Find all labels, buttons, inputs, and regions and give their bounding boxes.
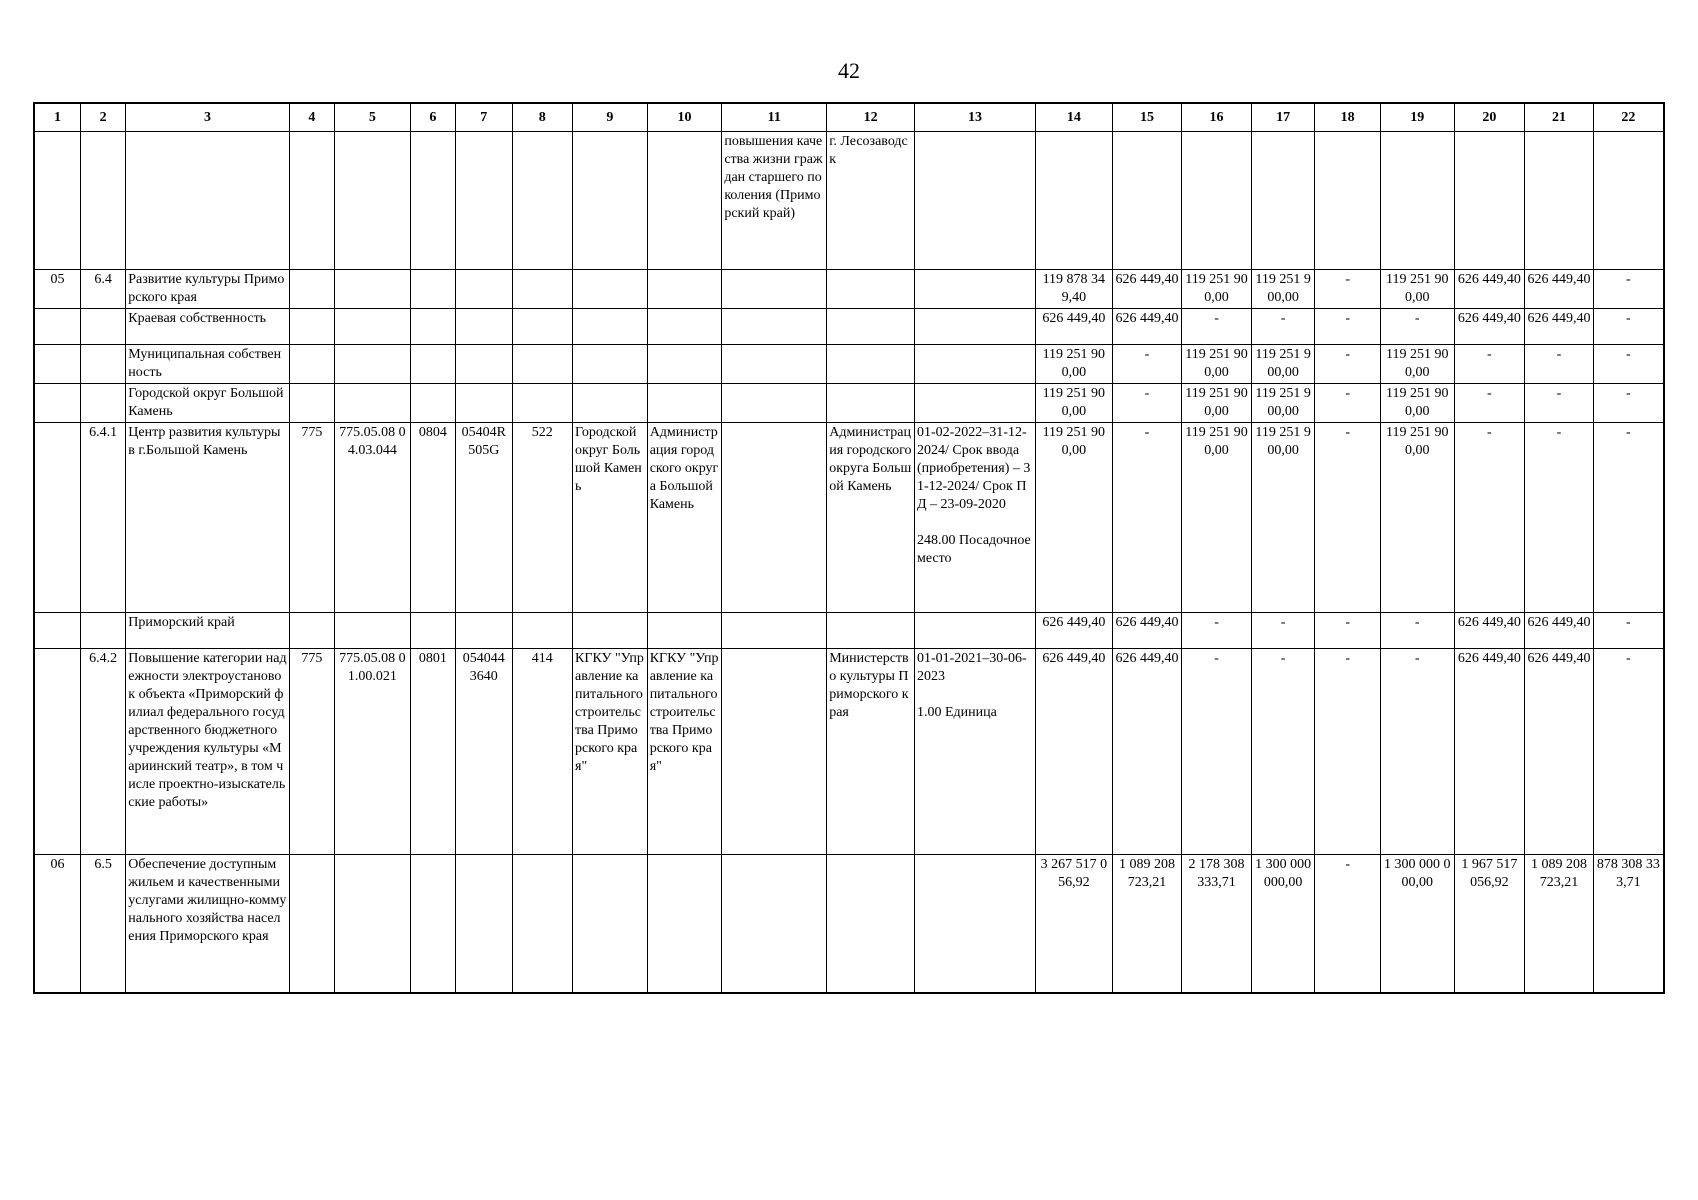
table-cell-col-12 <box>827 855 915 993</box>
table-cell-col-11 <box>722 309 827 345</box>
table-cell-col-14: 119 251 900,00 <box>1036 423 1113 613</box>
table-cell-col-16: 119 251 900,00 <box>1182 345 1252 384</box>
table-cell-col-8 <box>512 855 573 993</box>
table-cell-col-14: 119 878 349,40 <box>1036 270 1113 309</box>
table-cell-col-1 <box>34 345 80 384</box>
table-row <box>34 855 1664 993</box>
table-cell-col-5 <box>335 345 411 384</box>
table-cell-col-16: - <box>1182 649 1252 855</box>
table-cell-col-13 <box>914 613 1035 649</box>
table-cell-col-2 <box>80 613 125 649</box>
table-cell-col-11 <box>722 649 827 855</box>
table-cell-col-17: 119 251 900,00 <box>1251 384 1315 423</box>
column-header-9: 9 <box>573 103 648 132</box>
table-cell-col-9 <box>573 384 648 423</box>
table-cell-col-7 <box>456 132 512 270</box>
table-cell-col-5 <box>335 613 411 649</box>
table-cell-col-1 <box>34 309 80 345</box>
table-cell-col-11 <box>722 855 827 993</box>
table-cell-col-9 <box>573 855 648 993</box>
table-cell-col-1 <box>34 132 80 270</box>
table-cell-col-22: - <box>1593 345 1664 384</box>
table-cell-col-15: 626 449,40 <box>1112 309 1182 345</box>
table-cell-col-13: 01-01-2021–30-06-2023 1.00 Единица <box>914 649 1035 855</box>
table-cell-col-4 <box>289 270 334 309</box>
table-cell-col-17: 119 251 900,00 <box>1251 345 1315 384</box>
table-cell-col-8 <box>512 613 573 649</box>
table-cell-col-17: 119 251 900,00 <box>1251 270 1315 309</box>
table-cell-col-13 <box>914 855 1035 993</box>
table-cell-col-7: 05404R 505G <box>456 423 512 613</box>
table-cell-col-16: 119 251 900,00 <box>1182 423 1252 613</box>
table-cell-col-4: 775 <box>289 423 334 613</box>
table-cell-col-13 <box>914 345 1035 384</box>
table-cell-col-21: 626 449,40 <box>1525 649 1594 855</box>
table-cell-col-5 <box>335 384 411 423</box>
table-cell-col-7 <box>456 345 512 384</box>
column-header-5: 5 <box>335 103 411 132</box>
column-header-14: 14 <box>1036 103 1113 132</box>
column-header-19: 19 <box>1380 103 1454 132</box>
table-cell-col-16: - <box>1182 613 1252 649</box>
table-cell-col-6 <box>410 345 455 384</box>
table-cell-col-6 <box>410 309 455 345</box>
table-cell-col-6 <box>410 613 455 649</box>
table-cell-col-15: 626 449,40 <box>1112 270 1182 309</box>
table-row <box>34 613 1664 649</box>
table-cell-col-22: - <box>1593 270 1664 309</box>
column-number-header-row <box>34 103 1664 132</box>
column-header-2: 2 <box>80 103 125 132</box>
table-cell-col-5 <box>335 855 411 993</box>
table-row <box>34 270 1664 309</box>
table-cell-col-16: - <box>1182 309 1252 345</box>
table-cell-col-22: 878 308 333,71 <box>1593 855 1664 993</box>
column-header-12: 12 <box>827 103 915 132</box>
table-cell-col-6: 0804 <box>410 423 455 613</box>
table-cell-col-21: 626 449,40 <box>1525 613 1594 649</box>
table-cell-col-14: 119 251 900,00 <box>1036 345 1113 384</box>
table-cell-col-16 <box>1182 132 1252 270</box>
table-cell-col-11: повышения качества жизни граждан старшего поколения (Приморский край) <box>722 132 827 270</box>
table-cell-col-15: 1 089 208 723,21 <box>1112 855 1182 993</box>
table-cell-col-2 <box>80 309 125 345</box>
table-cell-col-2: 6.4.2 <box>80 649 125 855</box>
table-cell-col-16: 119 251 900,00 <box>1182 270 1252 309</box>
table-cell-col-7 <box>456 270 512 309</box>
table-cell-col-15: 626 449,40 <box>1112 649 1182 855</box>
table-cell-col-22: - <box>1593 649 1664 855</box>
table-cell-col-10 <box>647 855 722 993</box>
table-cell-col-20 <box>1454 132 1525 270</box>
table-cell-col-7 <box>456 309 512 345</box>
table-row <box>34 423 1664 613</box>
column-header-18: 18 <box>1315 103 1381 132</box>
table-cell-col-14: 119 251 900,00 <box>1036 384 1113 423</box>
table-cell-col-3: Городской округ Большой Камень <box>126 384 289 423</box>
table-cell-col-13 <box>914 270 1035 309</box>
table-cell-col-12: Администрация городского округа Большой Камень <box>827 423 915 613</box>
table-cell-col-10 <box>647 345 722 384</box>
table-cell-col-17: - <box>1251 649 1315 855</box>
table-cell-col-18: - <box>1315 613 1381 649</box>
table-cell-col-1 <box>34 423 80 613</box>
table-cell-col-16: 2 178 308 333,71 <box>1182 855 1252 993</box>
table-cell-col-2 <box>80 384 125 423</box>
table-cell-col-8 <box>512 270 573 309</box>
column-header-20: 20 <box>1454 103 1525 132</box>
table-cell-col-20: - <box>1454 384 1525 423</box>
table-cell-col-1: 05 <box>34 270 80 309</box>
table-cell-col-9: Городской округ Большой Камень <box>573 423 648 613</box>
table-cell-col-14: 3 267 517 056,92 <box>1036 855 1113 993</box>
table-cell-col-14: 626 449,40 <box>1036 649 1113 855</box>
table-cell-col-3: Краевая собственность <box>126 309 289 345</box>
table-cell-col-9 <box>573 613 648 649</box>
table-cell-col-4 <box>289 132 334 270</box>
table-cell-col-5 <box>335 309 411 345</box>
table-cell-col-17: 119 251 900,00 <box>1251 423 1315 613</box>
table-cell-col-19: - <box>1380 613 1454 649</box>
table-cell-col-17: - <box>1251 309 1315 345</box>
column-header-1: 1 <box>34 103 80 132</box>
table-cell-col-17: - <box>1251 613 1315 649</box>
table-cell-col-7 <box>456 384 512 423</box>
table-cell-col-19: 119 251 900,00 <box>1380 423 1454 613</box>
table-cell-col-21: - <box>1525 345 1594 384</box>
table-cell-col-3 <box>126 132 289 270</box>
table-cell-col-3: Муниципальная собственность <box>126 345 289 384</box>
table-cell-col-21: 1 089 208 723,21 <box>1525 855 1594 993</box>
table-cell-col-7: 054044 3640 <box>456 649 512 855</box>
column-header-6: 6 <box>410 103 455 132</box>
table-cell-col-2 <box>80 345 125 384</box>
table-cell-col-6 <box>410 855 455 993</box>
table-cell-col-2: 6.4.1 <box>80 423 125 613</box>
table-cell-col-12: Министерство культуры Приморского края <box>827 649 915 855</box>
table-cell-col-13 <box>914 309 1035 345</box>
table-cell-col-10: Администрация городского округа Большой Камень <box>647 423 722 613</box>
table-cell-col-9 <box>573 345 648 384</box>
table-cell-col-10 <box>647 384 722 423</box>
table-cell-col-1 <box>34 649 80 855</box>
table-cell-col-12 <box>827 613 915 649</box>
table-row <box>34 345 1664 384</box>
table-cell-col-3: Повышение категории надежности электроустановок объекта «Приморский филиал федерального государственного бюджетного учреждения культуры «Мариинский театр», в том числе проектно-изыскательские работы» <box>126 649 289 855</box>
table-cell-col-15: 626 449,40 <box>1112 613 1182 649</box>
table-cell-col-15 <box>1112 132 1182 270</box>
table-cell-col-16: 119 251 900,00 <box>1182 384 1252 423</box>
table-cell-col-7 <box>456 855 512 993</box>
table-cell-col-6 <box>410 132 455 270</box>
table-cell-col-17: 1 300 000 000,00 <box>1251 855 1315 993</box>
table-cell-col-9: КГКУ "Управление капитального строительства Приморского края" <box>573 649 648 855</box>
table-cell-col-22: - <box>1593 613 1664 649</box>
table-row <box>34 309 1664 345</box>
table-cell-col-14 <box>1036 132 1113 270</box>
table-cell-col-19: 119 251 900,00 <box>1380 345 1454 384</box>
table-cell-col-8 <box>512 309 573 345</box>
table-cell-col-4 <box>289 309 334 345</box>
table-cell-col-12: г. Лесозаводск <box>827 132 915 270</box>
table-cell-col-19: 119 251 900,00 <box>1380 384 1454 423</box>
table-cell-col-7 <box>456 613 512 649</box>
table-cell-col-18: - <box>1315 309 1381 345</box>
table-cell-col-20: - <box>1454 423 1525 613</box>
table-cell-col-9 <box>573 309 648 345</box>
table-cell-col-11 <box>722 384 827 423</box>
table-cell-col-2: 6.5 <box>80 855 125 993</box>
table-cell-col-22: - <box>1593 423 1664 613</box>
table-cell-col-3: Развитие культуры Приморского края <box>126 270 289 309</box>
table-cell-col-21: - <box>1525 423 1594 613</box>
table-cell-col-10 <box>647 309 722 345</box>
table-cell-col-21: 626 449,40 <box>1525 270 1594 309</box>
table-cell-col-8 <box>512 345 573 384</box>
table-cell-col-18: - <box>1315 345 1381 384</box>
table-row <box>34 384 1664 423</box>
column-header-4: 4 <box>289 103 334 132</box>
table-cell-col-12 <box>827 384 915 423</box>
table-cell-col-5 <box>335 270 411 309</box>
table-cell-col-1 <box>34 384 80 423</box>
table-cell-col-8: 414 <box>512 649 573 855</box>
table-cell-col-9 <box>573 270 648 309</box>
column-header-8: 8 <box>512 103 573 132</box>
table-cell-col-12 <box>827 270 915 309</box>
table-cell-col-6 <box>410 270 455 309</box>
table-cell-col-12 <box>827 309 915 345</box>
table-cell-col-14: 626 449,40 <box>1036 613 1113 649</box>
table-cell-col-2 <box>80 132 125 270</box>
table-cell-col-19: - <box>1380 649 1454 855</box>
table-cell-col-5 <box>335 132 411 270</box>
column-header-3: 3 <box>126 103 289 132</box>
table-cell-col-19 <box>1380 132 1454 270</box>
column-header-16: 16 <box>1182 103 1252 132</box>
table-body <box>34 132 1664 993</box>
table-cell-col-21 <box>1525 132 1594 270</box>
column-header-11: 11 <box>722 103 827 132</box>
table-cell-col-20: 626 449,40 <box>1454 613 1525 649</box>
table-cell-col-9 <box>573 132 648 270</box>
column-header-10: 10 <box>647 103 722 132</box>
table-cell-col-21: - <box>1525 384 1594 423</box>
table-cell-col-2: 6.4 <box>80 270 125 309</box>
table-cell-col-15: - <box>1112 345 1182 384</box>
table-cell-col-11 <box>722 270 827 309</box>
table-cell-col-4 <box>289 855 334 993</box>
table-cell-col-19: - <box>1380 309 1454 345</box>
table-cell-col-18: - <box>1315 423 1381 613</box>
table-cell-col-10 <box>647 132 722 270</box>
table-cell-col-20: 626 449,40 <box>1454 309 1525 345</box>
table-cell-col-10 <box>647 613 722 649</box>
table-cell-col-11 <box>722 613 827 649</box>
table-cell-col-18: - <box>1315 384 1381 423</box>
budget-table <box>33 102 1665 994</box>
table-cell-col-18 <box>1315 132 1381 270</box>
table-cell-col-13 <box>914 384 1035 423</box>
column-header-22: 22 <box>1593 103 1664 132</box>
table-cell-col-1 <box>34 613 80 649</box>
table-cell-col-6 <box>410 384 455 423</box>
table-cell-col-11 <box>722 423 827 613</box>
column-header-15: 15 <box>1112 103 1182 132</box>
table-cell-col-13: 01-02-2022–31-12-2024/ Срок ввода (приобретения) – 31-12-2024/ Срок ПД – 23-09-2020 248.00 Посадочное место <box>914 423 1035 613</box>
table-cell-col-19: 119 251 900,00 <box>1380 270 1454 309</box>
column-header-7: 7 <box>456 103 512 132</box>
table-cell-col-15: - <box>1112 384 1182 423</box>
table-cell-col-4 <box>289 384 334 423</box>
table-cell-col-15: - <box>1112 423 1182 613</box>
table-row <box>34 649 1664 855</box>
table-cell-col-20: 626 449,40 <box>1454 270 1525 309</box>
table-row <box>34 132 1664 270</box>
table-cell-col-20: 1 967 517 056,92 <box>1454 855 1525 993</box>
column-header-21: 21 <box>1525 103 1594 132</box>
table-cell-col-19: 1 300 000 000,00 <box>1380 855 1454 993</box>
table-cell-col-22 <box>1593 132 1664 270</box>
table-cell-col-11 <box>722 345 827 384</box>
table-cell-col-3: Приморский край <box>126 613 289 649</box>
table-cell-col-8 <box>512 384 573 423</box>
table-cell-col-5: 775.05.08 01.00.021 <box>335 649 411 855</box>
table-cell-col-4 <box>289 613 334 649</box>
column-header-13: 13 <box>914 103 1035 132</box>
table-cell-col-22: - <box>1593 309 1664 345</box>
table-cell-col-1: 06 <box>34 855 80 993</box>
table-cell-col-20: 626 449,40 <box>1454 649 1525 855</box>
table-cell-col-10 <box>647 270 722 309</box>
table-cell-col-8: 522 <box>512 423 573 613</box>
table-cell-col-18: - <box>1315 649 1381 855</box>
table-cell-col-10: КГКУ "Управление капитального строительства Приморского края" <box>647 649 722 855</box>
table-cell-col-21: 626 449,40 <box>1525 309 1594 345</box>
table-cell-col-4: 775 <box>289 649 334 855</box>
table-cell-col-3: Центр развития культуры в г.Большой Камень <box>126 423 289 613</box>
table-cell-col-6: 0801 <box>410 649 455 855</box>
table-cell-col-18: - <box>1315 855 1381 993</box>
page-number: 42 <box>838 58 860 83</box>
table-cell-col-4 <box>289 345 334 384</box>
table-cell-col-22: - <box>1593 384 1664 423</box>
table-cell-col-8 <box>512 132 573 270</box>
table-cell-col-13 <box>914 132 1035 270</box>
table-cell-col-20: - <box>1454 345 1525 384</box>
column-header-17: 17 <box>1251 103 1315 132</box>
table-cell-col-14: 626 449,40 <box>1036 309 1113 345</box>
table-cell-col-3: Обеспечение доступным жильем и качественными услугами жилищно-коммунального хозяйства населения Приморского края <box>126 855 289 993</box>
table-cell-col-18: - <box>1315 270 1381 309</box>
table-cell-col-12 <box>827 345 915 384</box>
table-cell-col-17 <box>1251 132 1315 270</box>
table-cell-col-5: 775.05.08 04.03.044 <box>335 423 411 613</box>
